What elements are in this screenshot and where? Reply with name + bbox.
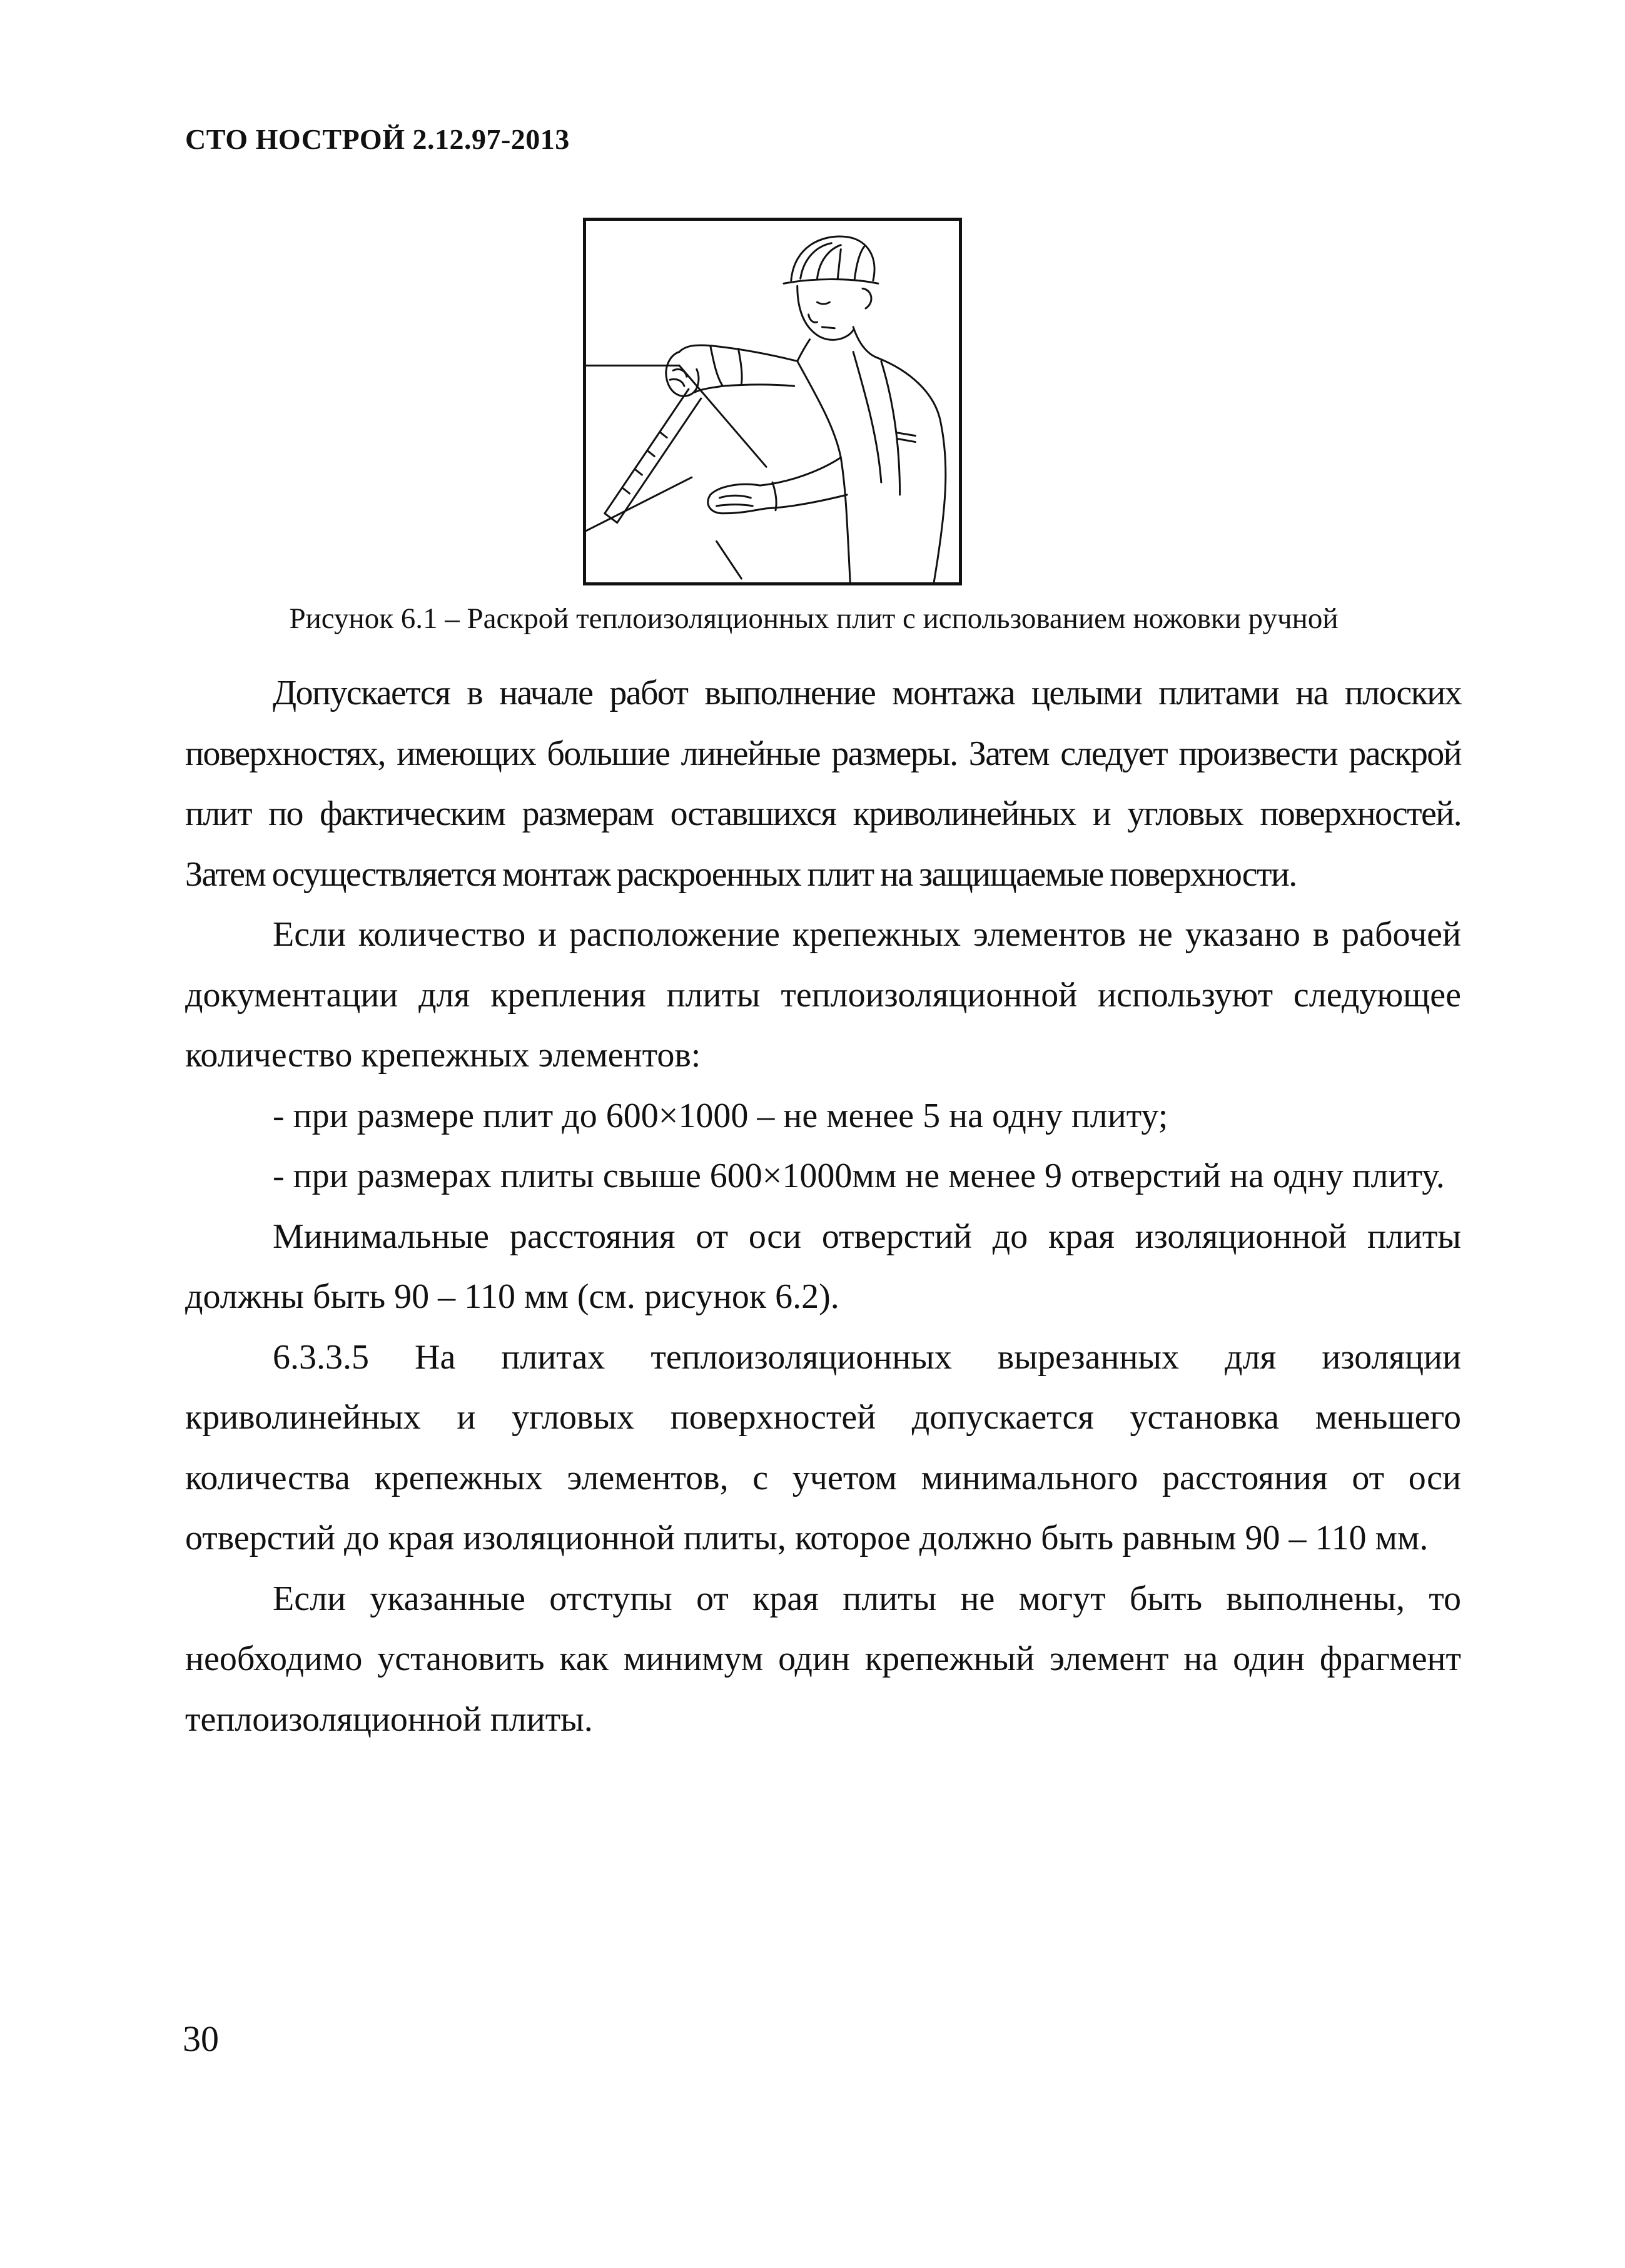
document-code-header: СТО НОСТРОЙ 2.12.97-2013 — [185, 123, 570, 155]
paragraph: Если указанные отступы от края плиты не могут быть выполнены, то необходимо установить как минимум один крепежный элемент на один фрагмент теплоизоляционной плиты. — [185, 1579, 1461, 1739]
page-number: 30 — [183, 2018, 219, 2059]
figure-caption: Рисунок 6.1 – Раскрой теплоизоляционных плит с использованием ножовки ручной — [289, 602, 1339, 635]
paragraph: Если количество и расположение крепежных элементов не указано в рабочей документации для крепления плиты теплоизоляционной используют следующее количество крепежных элементов: — [185, 915, 1461, 1075]
paragraph: Допускается в начале работ выполнение монтажа целыми плитами на плоских поверхностях, имеющих большие линейные размеры. Затем следует произвести раскрой плит по фактическим размерам оставшихся криволинейных и угловых поверхностей. Затем осуществляется монтаж раскроенных плит на защищаемые поверхности. — [185, 674, 1461, 894]
paragraph: 6.3.3.5 На плитах теплоизоляционных вырезанных для изоляции криволинейных и угловых поверхностей допускается установка меньшего количества крепежных элементов, с учетом минимального расстояния от оси отверстий до края изоляционной плиты, которое должно быть равным 90 – 110 мм. — [185, 1337, 1461, 1557]
list-item: - при размере плит до 600×1000 – не менее 5 на одну плиту; — [273, 1096, 1168, 1135]
paragraph: Минимальные расстояния от оси отверстий до края изоляционной плиты должны быть 90 – 110 мм (см. рисунок 6.2). — [185, 1217, 1461, 1316]
worker-sawing-drawing — [586, 221, 959, 582]
list-item: - при размерах плиты свыше 600×1000мм не менее 9 отверстий на одну плиту. — [273, 1157, 1445, 1195]
figure-illustration-worker-sawing — [583, 218, 962, 585]
body-text — [185, 663, 1461, 1749]
